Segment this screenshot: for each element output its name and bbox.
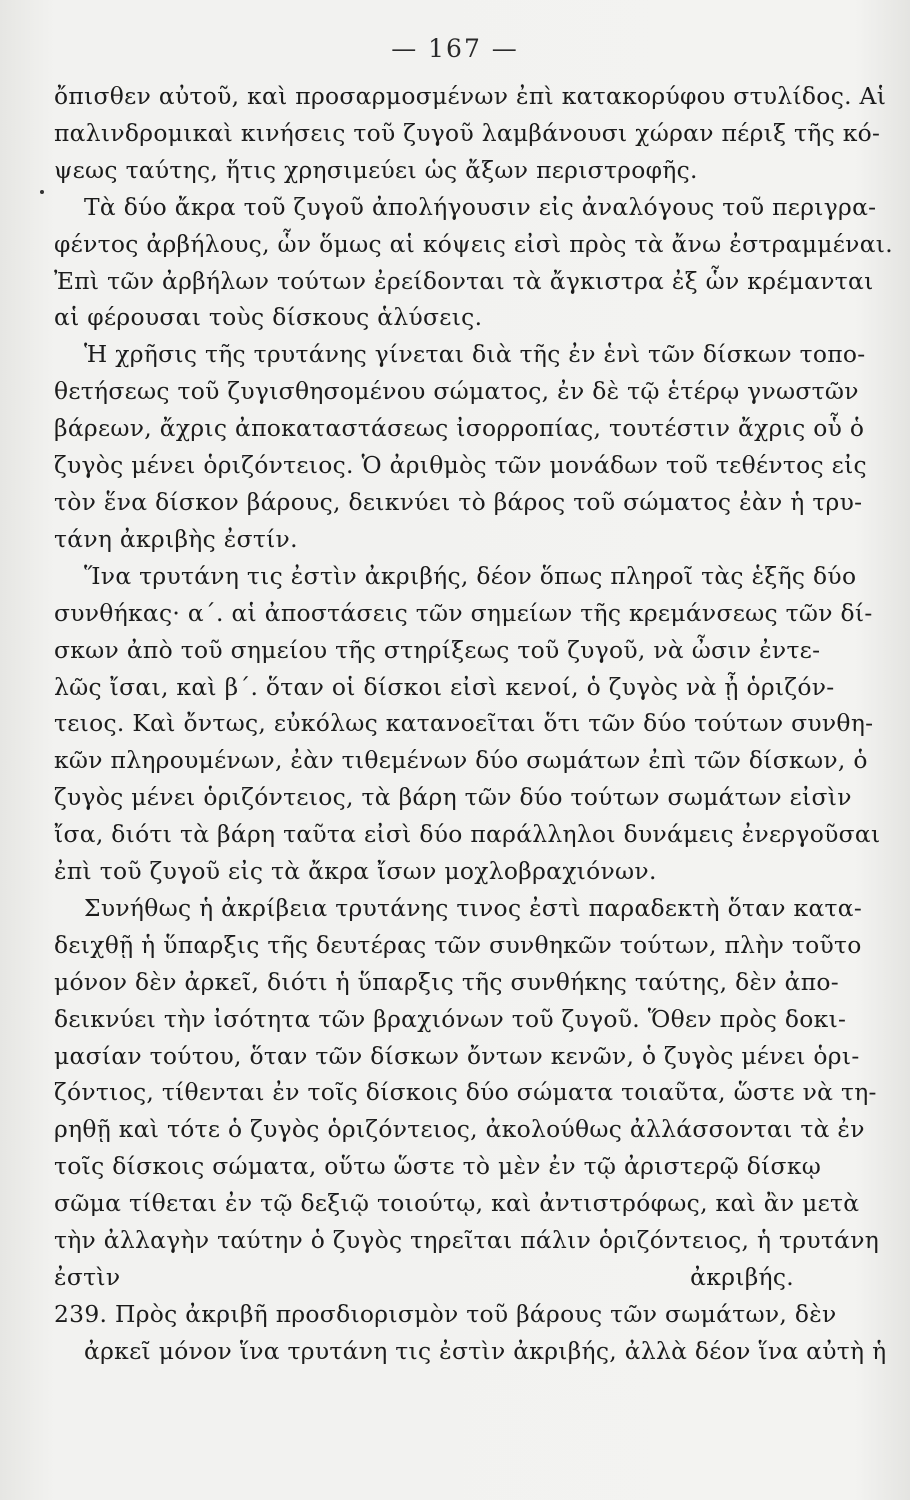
text-line: τάνη ἀκριβὴς ἐστίν.: [54, 524, 298, 553]
text-line: ζόντιος, τίθενται ἐν τοῖς δίσκοις δύο σώματα τοιαῦτα, ὥστε νὰ τη-: [54, 1078, 877, 1107]
text-line: συνθήκας· α΄. αἱ ἀποστάσεις τῶν σημείων τῆς κρεμάνσεως τῶν δί-: [54, 598, 873, 627]
text-line: ἐστὶν ἀκριβής.: [54, 1263, 794, 1291]
text-line: ἴσα, διότι τὰ βάρη ταῦτα εἰσὶ δύο παράλληλοι δυνάμεις ἐνεργοῦσαι: [54, 820, 881, 849]
text-line: ψεως ταύτης, ἥτις χρησιμεύει ὡς ἄξων περιστροφῆς.: [54, 155, 698, 184]
text-line: τὸν ἕνα δίσκον βάρους, δεικνύει τὸ βάρος τοῦ σώματος ἐὰν ἡ τρυ-: [54, 487, 863, 516]
text-line: Ἵνα τρυτάνη τις ἐστὶν ἀκριβής, δέον ὅπως πληροῖ τὰς ἑξῆς δύο: [84, 561, 857, 590]
text-line: Συνήθως ἡ ἀκρίβεια τρυτάνης τινος ἐστὶ παραδεκτὴ ὅταν κατα-: [84, 893, 863, 922]
text-line: δειχθῇ ἡ ὕπαρξις τῆς δευτέρας τῶν συνθηκῶν τούτων, πλὴν τοῦτο: [54, 930, 862, 959]
text-line: ρηθῇ καὶ τότε ὁ ζυγὸς ὁριζόντειος, ἀκολούθως ἀλλάσσονται τὰ ἐν: [54, 1115, 865, 1144]
text-line: βάρεων, ἄχρις ἀποκαταστάσεως ἰσορροπίας, τουτέστιν ἄχρις οὗ ὁ: [54, 414, 865, 443]
text-line: μόνον δὲν ἀρκεῖ, διότι ἡ ὕπαρξις τῆς συνθήκης ταύτης, δὲν ἀπο-: [54, 967, 839, 996]
text-line: δεικνύει τὴν ἰσότητα τῶν βραχιόνων τοῦ ζυγοῦ. Ὅθεν πρὸς δοκι-: [54, 1004, 847, 1033]
text-line: ὄπισθεν αὐτοῦ, καὶ προσαρμοσμένων ἐπὶ κατακορύφου στυλίδος. Αἱ: [54, 82, 887, 110]
text-line: μασίαν τούτου, ὅταν τῶν δίσκων ὄντων κενῶν, ὁ ζυγὸς μένει ὁρι-: [54, 1041, 860, 1070]
text-line: τειος. Καὶ ὄντως, εὐκόλως κατανοεῖται ὅτι τῶν δύο τούτων συνθη-: [54, 709, 874, 738]
text-line: ἐπὶ τοῦ ζυγοῦ εἰς τὰ ἄκρα ἴσων μοχλοβραχιόνων.: [54, 857, 657, 886]
text-line: Ἐπὶ τῶν ἀρβήλων τούτων ἐρείδονται τὰ ἄγκιστρα ἐξ ὧν κρέμανται: [54, 266, 874, 295]
text-line: φέντος ἀρβήλους, ὧν ὅμως αἱ κόψεις εἰσὶ πρὸς τὰ ἄνω ἐστραμμέναι.: [54, 229, 893, 258]
text-line: αἱ φέρουσαι τοὺς δίσκους ἁλύσεις.: [54, 303, 483, 332]
text-line: Τὰ δύο ἄκρα τοῦ ζυγοῦ ἀπολήγουσιν εἰς ἀναλόγους τοῦ περιγρα-: [84, 192, 877, 221]
text-line: κῶν πληρουμένων, ἐὰν τιθεμένων δύο σωμάτων ἐπὶ τῶν δίσκων, ὁ: [54, 746, 868, 775]
page-number: — 167 —: [391, 34, 519, 63]
text-line: παλινδρομικαὶ κινήσεις τοῦ ζυγοῦ λαμβάνουσι χώραν πέριξ τῆς κό-: [54, 118, 881, 147]
text-line: ζυγὸς μένει ὁριζόντειος. Ὁ ἀριθμὸς τῶν μονάδων τοῦ τεθέντος εἰς: [54, 451, 867, 480]
text-line: τὴν ἀλλαγὴν ταύτην ὁ ζυγὸς τηρεῖται πάλιν ὁριζόντειος, ἡ τρυτάνη: [54, 1226, 880, 1255]
text-line: σκων ἀπὸ τοῦ σημείου τῆς στηρίξεως τοῦ ζυγοῦ, νὰ ὦσιν ἐντε-: [54, 635, 821, 664]
margin-dot: [40, 190, 44, 194]
text-line: σῶμα τίθεται ἐν τῷ δεξιῷ τοιούτῳ, καὶ ἀντιστρόφως, καὶ ἂν μετὰ: [54, 1189, 860, 1218]
text-line: λῶς ἴσαι, καὶ β΄. ὅταν οἱ δίσκοι εἰσὶ κενοί, ὁ ζυγὸς νὰ ᾖ ὁριζόν-: [54, 672, 835, 701]
text-line: 239. Πρὸς ἀκριβῆ προσδιορισμὸν τοῦ βάρους τῶν σωμάτων, δὲν: [54, 1299, 837, 1328]
text-line: ἀρκεῖ μόνον ἵνα τρυτάνη τις ἐστὶν ἀκριβής, ἀλλὰ δέον ἵνα αὐτὴ ἡ: [84, 1336, 887, 1365]
text-line: τοῖς δίσκοις σώματα, οὕτω ὥστε τὸ μὲν ἐν τῷ ἀριστερῷ δίσκῳ: [54, 1152, 822, 1181]
text-line: Ἡ χρῆσις τῆς τρυτάνης γίνεται διὰ τῆς ἐν ἑνὶ τῶν δίσκων τοπο-: [84, 340, 866, 369]
text-line: θετήσεως τοῦ ζυγισθησομένου σώματος, ἐν δὲ τῷ ἑτέρῳ γνωστῶν: [54, 377, 859, 406]
body-text: [54, 78, 893, 1370]
text-line: ζυγὸς μένει ὁριζόντειος, τὰ βάρη τῶν δύο τούτων σωμάτων εἰσὶν: [54, 783, 852, 812]
